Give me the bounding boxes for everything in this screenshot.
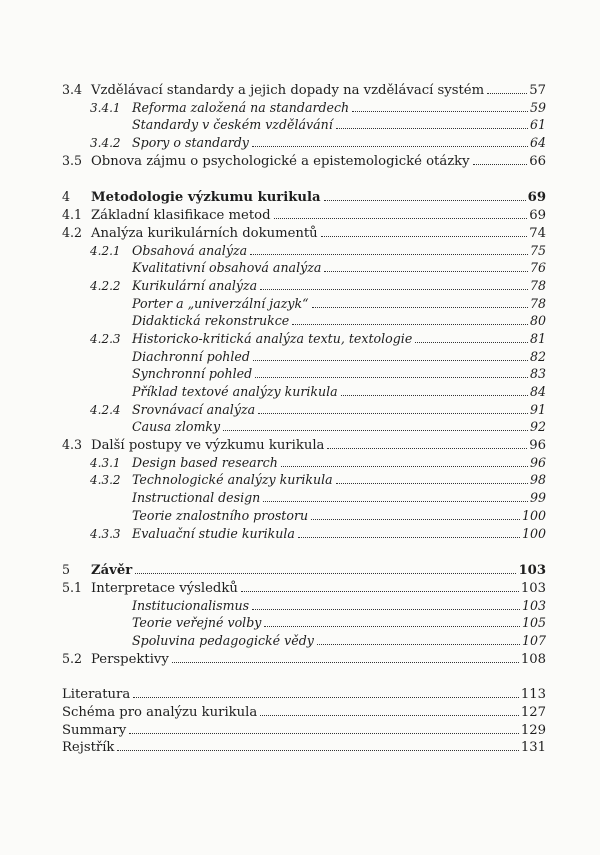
entry-title: Interpretace výsledků: [91, 580, 238, 596]
entry-number: 4.3: [62, 437, 83, 453]
page-number: 81: [529, 330, 546, 346]
entry-title: Kvalitativní obsahová analýza: [132, 260, 322, 276]
page-number: 129: [520, 722, 546, 738]
dot-leader: [223, 430, 528, 431]
entry-title: Schéma pro analýzu kurikula: [62, 705, 258, 720]
page-number: 113: [520, 687, 546, 703]
dot-leader: [260, 289, 528, 290]
toc-entry[interactable]: [62, 632, 546, 650]
page-number: 98: [529, 472, 546, 488]
entry-title: Teorie veřejné volby: [132, 615, 262, 631]
dot-leader: [172, 662, 519, 663]
entry-number: 3.4: [62, 82, 83, 97]
entry-title: Standardy v českém vzdělávání: [132, 117, 333, 133]
toc-entry[interactable]: [62, 295, 546, 313]
entry-title: Rejstřík: [62, 740, 115, 756]
table-of-contents: [62, 81, 546, 757]
dot-leader: [264, 626, 520, 627]
toc-entry[interactable]: [62, 471, 546, 489]
toc-entry[interactable]: [62, 116, 546, 134]
page-number: 92: [529, 419, 546, 435]
entry-number: 4.2.3: [90, 331, 121, 346]
dot-leader: [487, 93, 527, 94]
dot-leader: [252, 609, 520, 610]
toc-entry[interactable]: [62, 99, 546, 117]
dot-leader: [292, 324, 528, 325]
toc-entry[interactable]: [62, 614, 546, 632]
page-number: 74: [529, 225, 546, 241]
page-number: 100: [521, 507, 546, 523]
page-number: 66: [529, 153, 546, 169]
page-number: 57: [529, 83, 546, 98]
toc-entry[interactable]: [62, 224, 546, 242]
entry-title: Evaluační studie kurikula: [132, 525, 295, 541]
toc-entry[interactable]: [62, 704, 546, 722]
entry-title: Další postupy ve výzkumu kurikula: [91, 438, 325, 454]
page-number: 59: [529, 99, 546, 115]
dot-leader: [317, 644, 520, 645]
dot-leader: [327, 448, 527, 449]
dot-leader: [129, 733, 519, 734]
toc-entry[interactable]: [62, 507, 546, 525]
dot-leader: [312, 307, 528, 308]
entry-title: Instructional design: [132, 490, 261, 506]
entry-title: Analýza kurikulárních dokumentů: [91, 225, 318, 241]
dot-leader: [241, 591, 519, 592]
entry-title: Summary: [62, 722, 127, 738]
dot-leader: [258, 413, 528, 414]
entry-title: Synchronní pohled: [132, 366, 253, 382]
dot-leader: [298, 537, 520, 538]
toc-entry[interactable]: [62, 401, 546, 419]
entry-number: 5.1: [62, 579, 83, 595]
page-number: 82: [529, 348, 546, 364]
entry-title: Didaktická rekonstrukce: [132, 313, 290, 329]
page-number: 105: [521, 615, 546, 631]
page-number: 83: [529, 366, 546, 382]
entry-title: Historicko-kritická analýza textu, textologie: [132, 330, 413, 346]
dot-leader: [324, 271, 528, 272]
dot-leader: [473, 164, 528, 165]
entry-title: Design based research: [132, 454, 278, 470]
entry-title: Základní klasifikace metod: [91, 208, 271, 224]
toc-entry[interactable]: [62, 188, 546, 206]
entry-title: Kurikulární analýza: [132, 277, 258, 293]
entry-number: 3.4.1: [90, 100, 121, 115]
entry-number: 5: [62, 562, 71, 578]
dot-leader: [336, 128, 528, 129]
toc-entry[interactable]: [62, 489, 546, 507]
toc-entry[interactable]: [62, 277, 546, 295]
entry-title: Perspektivy: [91, 651, 169, 667]
page-number: 131: [520, 740, 546, 756]
dot-leader: [352, 111, 528, 112]
toc-entry[interactable]: [62, 650, 546, 668]
dot-leader: [321, 236, 528, 237]
entry-title: Vzdělávací standardy a jejich dopady na vzdělávací systém: [91, 83, 485, 98]
page-number: 96: [529, 438, 546, 454]
entry-number: 4.2.1: [90, 243, 121, 258]
entry-title: Reforma založená na standardech: [132, 99, 350, 115]
toc-entry[interactable]: [62, 597, 546, 615]
dot-leader: [117, 750, 518, 751]
entry-title: Teorie znalostního prostoru: [132, 507, 309, 523]
page-number: 103: [518, 563, 546, 579]
page-number: 103: [521, 597, 546, 613]
page-number: 76: [529, 260, 546, 276]
page-number: 69: [529, 208, 546, 224]
page-number: 99: [529, 490, 546, 506]
toc-entry[interactable]: [62, 579, 546, 597]
entry-title: Spoluvina pedagogické vědy: [132, 632, 314, 648]
toc-entry[interactable]: [62, 561, 546, 579]
toc-entry[interactable]: [62, 739, 546, 757]
entry-title: Příklad textové analýzy kurikula: [132, 384, 338, 399]
toc-entry[interactable]: [62, 418, 546, 436]
page-number: 108: [520, 651, 546, 667]
toc-entry[interactable]: [62, 722, 546, 740]
entry-title: Obnova zájmu o psychologické a epistemologické otázky: [91, 153, 470, 169]
section-spacer: [62, 667, 546, 686]
page-number: 96: [529, 454, 546, 470]
toc-entry[interactable]: [62, 152, 546, 170]
section-spacer: [62, 542, 546, 561]
dot-leader: [255, 377, 528, 378]
entry-title: Institucionalismus: [132, 597, 250, 613]
entry-number: 3.4.2: [90, 136, 121, 151]
entry-number: 4.1: [62, 207, 83, 223]
entry-title: Technologické analýzy kurikula: [132, 472, 333, 488]
dot-leader: [336, 483, 528, 484]
dot-leader: [252, 146, 528, 147]
page-number: 78: [529, 295, 546, 311]
page-number: 80: [529, 313, 546, 329]
page-number: 91: [529, 401, 546, 417]
entry-number: 4.2.2: [90, 278, 121, 293]
dot-leader: [341, 395, 528, 396]
toc-entry[interactable]: [62, 206, 546, 224]
entry-title: Metodologie výzkumu kurikula: [91, 190, 321, 206]
dot-leader: [253, 360, 528, 361]
entry-title: Porter a „univerzální jazyk“: [132, 295, 309, 311]
toc-entry[interactable]: [62, 134, 546, 152]
page-number: 127: [520, 705, 546, 720]
entry-title: Srovnávací analýza: [132, 401, 256, 417]
toc-entry[interactable]: [62, 81, 546, 99]
page-number: 103: [520, 580, 546, 596]
toc-entry[interactable]: [62, 348, 546, 366]
toc-entry[interactable]: [62, 436, 546, 454]
entry-title: Spory o standardy: [132, 135, 249, 151]
entry-number: 4.2.4: [90, 402, 121, 417]
entry-number: 4: [62, 189, 71, 205]
toc-entry[interactable]: [62, 242, 546, 260]
toc-entry[interactable]: [62, 383, 546, 401]
toc-entry[interactable]: [62, 330, 546, 348]
dot-leader: [324, 200, 526, 201]
dot-leader: [311, 519, 520, 520]
page-number: 78: [529, 277, 546, 293]
dot-leader: [133, 697, 519, 698]
entry-title: Literatura: [62, 687, 131, 703]
entry-number: 4.3.3: [90, 526, 121, 541]
dot-leader: [135, 573, 516, 574]
entry-title: Causa zlomky: [132, 419, 221, 435]
entry-number: 4.3.2: [90, 473, 121, 488]
entry-number: 4.2: [62, 224, 83, 240]
entry-title: Diachronní pohled: [132, 348, 250, 364]
entry-number: 4.3.1: [90, 455, 121, 470]
entry-number: 3.5: [62, 152, 83, 168]
page-number: 100: [521, 525, 546, 541]
dot-leader: [415, 342, 528, 343]
toc-entry[interactable]: [62, 454, 546, 472]
entry-number: 5.2: [62, 650, 83, 666]
entry-title: Obsahová analýza: [132, 242, 248, 258]
toc-entry[interactable]: [62, 365, 546, 383]
toc-entry[interactable]: [62, 312, 546, 330]
toc-entry[interactable]: [62, 259, 546, 277]
entry-title: Závěr: [91, 563, 133, 579]
section-spacer: [62, 169, 546, 188]
dot-leader: [274, 218, 528, 219]
page-number: 61: [529, 117, 546, 133]
page-number: 107: [521, 632, 546, 648]
page-number: 75: [529, 242, 546, 258]
toc-entry[interactable]: [62, 686, 546, 704]
page-number: 69: [527, 190, 546, 206]
dot-leader: [250, 254, 528, 255]
dot-leader: [260, 715, 519, 716]
dot-leader: [281, 466, 528, 467]
dot-leader: [263, 501, 528, 502]
page-number: 84: [529, 384, 546, 399]
page-number: 64: [529, 135, 546, 151]
toc-entry[interactable]: [62, 525, 546, 543]
